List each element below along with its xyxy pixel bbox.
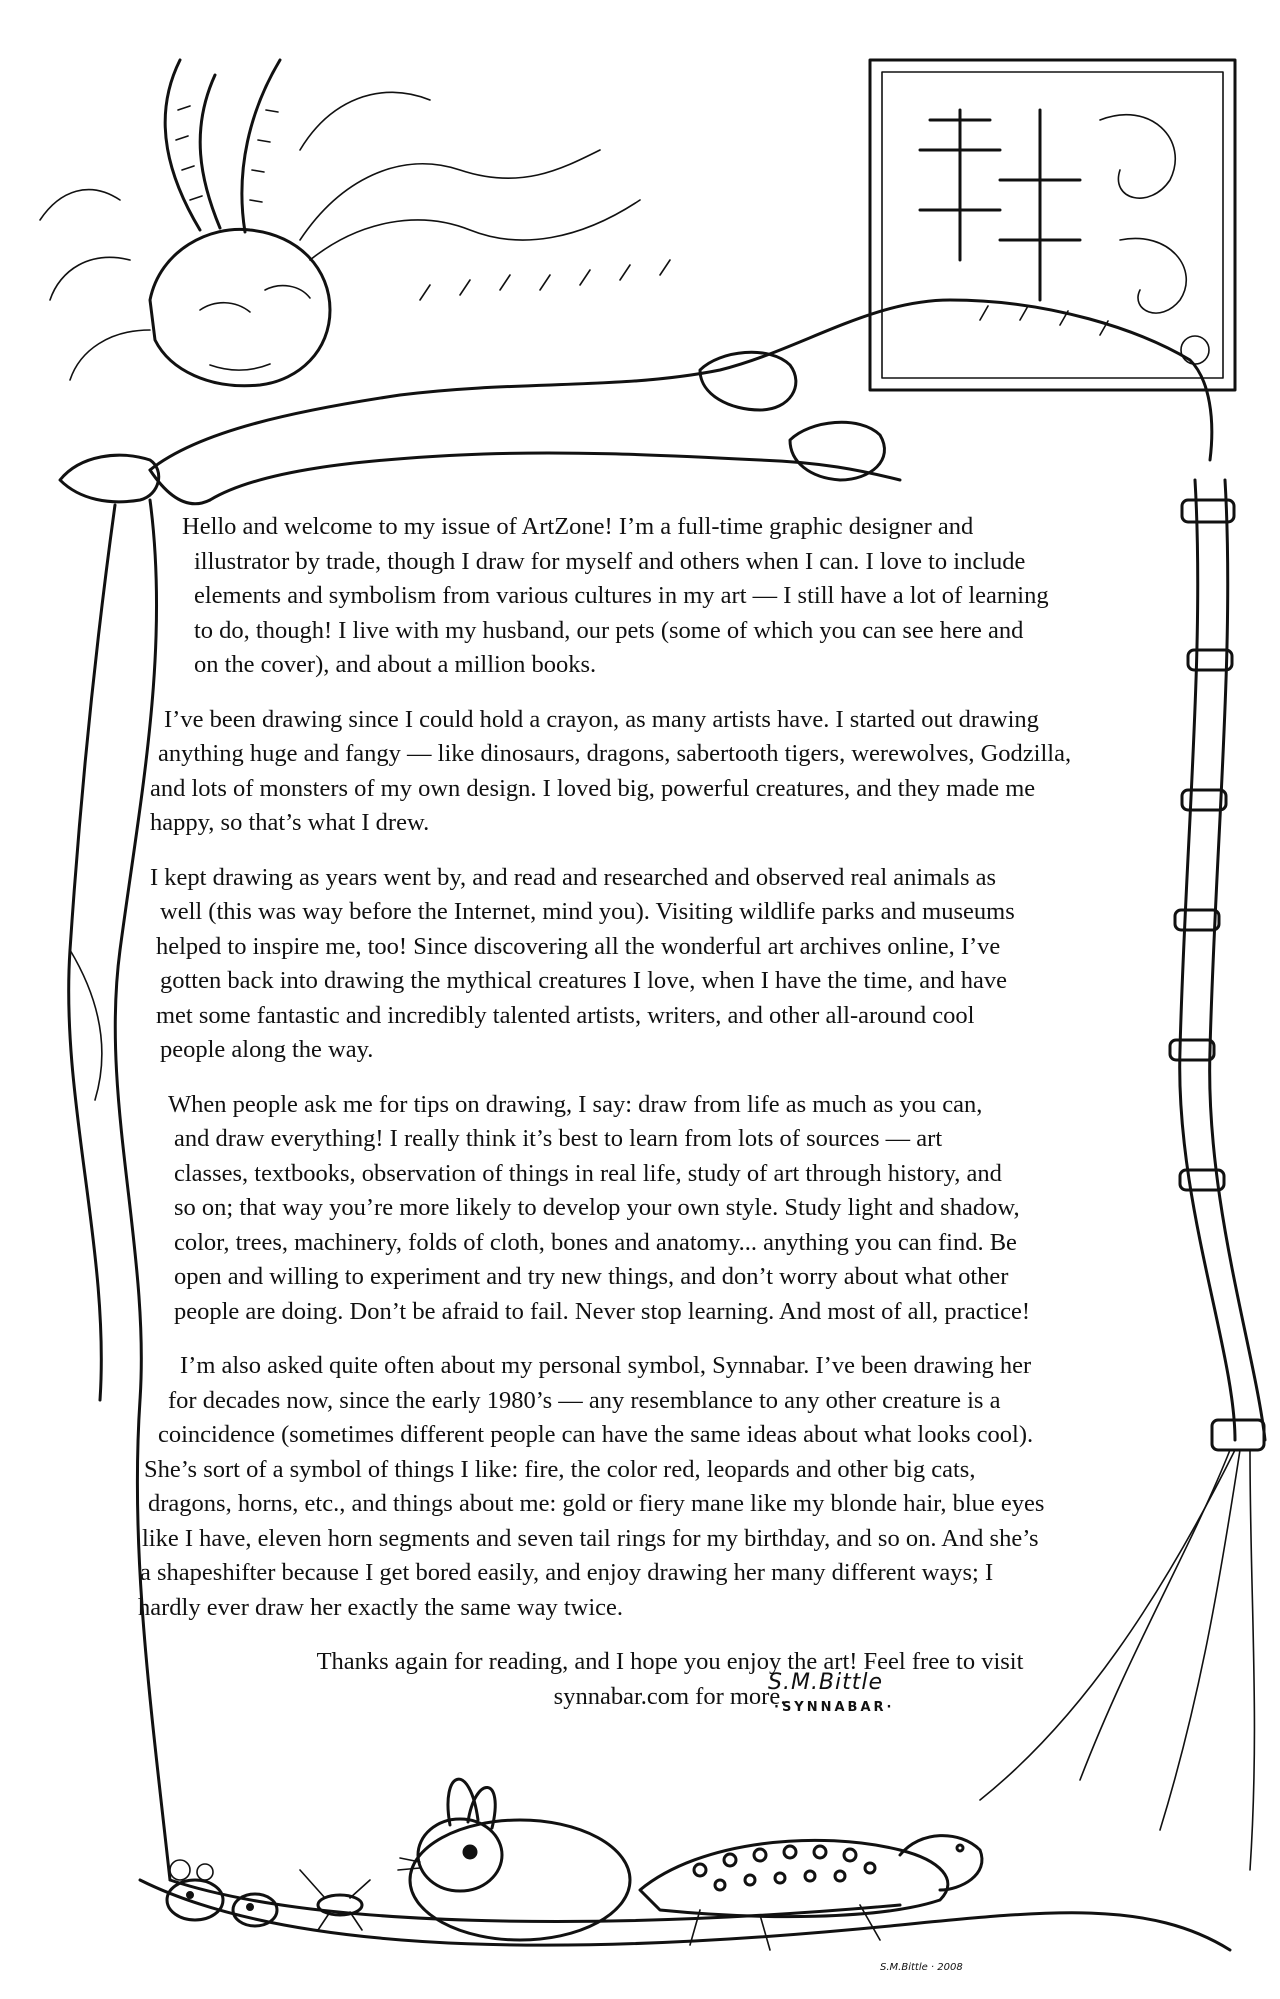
text-line: met some fantastic and incredibly talented artists, writers, and other all-around cool <box>156 1001 975 1029</box>
text-line: people along the way. <box>160 1036 374 1063</box>
text-line: helped to inspire me, too! Since discovering all the wonderful art archives online, I’ve <box>156 932 1001 960</box>
text-line: I’m also asked quite often about my personal symbol, Synnabar. I’ve been drawing her <box>180 1352 1032 1379</box>
paragraph <box>138 1349 1190 1625</box>
symbol-plaque-illustration <box>870 60 1235 390</box>
text-line: hardly ever draw her exactly the same way twice. <box>138 1593 624 1621</box>
text-line: people are doing. Don’t be afraid to fail. Never stop learning. And most of all, practice! <box>174 1297 1031 1325</box>
paragraph <box>150 703 1190 841</box>
closing-paragraph <box>150 1645 1190 1714</box>
paragraph <box>150 510 1190 683</box>
letter-body <box>138 510 1190 1734</box>
text-line: coincidence (sometimes different people can have the same ideas about what looks cool). <box>158 1421 1034 1448</box>
text-line: She’s sort of a symbol of things I like: fire, the color red, leopards and other big cats, <box>144 1455 976 1483</box>
text-line: so on; that way you’re more likely to develop your own style. Study light and shadow, <box>174 1194 1020 1221</box>
text-line: open and willing to experiment and try new things, and don’t worry about what other <box>174 1263 1009 1290</box>
text-line: When people ask me for tips on drawing, I say: draw from life as much as you can, <box>168 1090 983 1118</box>
text-line: dragons, horns, etc., and things about me: gold or fiery mane like my blonde hair, blue eyes <box>148 1490 1045 1517</box>
sleeping-creature-illustration <box>40 60 1212 504</box>
rabbit-illustration <box>398 1779 630 1940</box>
text-line: anything huge and fangy — like dinosaurs, dragons, sabertooth tigers, werewolves, Godzilla, <box>158 740 1072 767</box>
corner-signature: S.M.Bittle · 2008 <box>880 1962 963 1973</box>
text-line: illustrator by trade, though I draw for myself and others when I can. I love to include <box>194 547 1026 575</box>
artist-signature: S.M.Bittle <box>768 1670 884 1695</box>
paragraph <box>150 1088 1190 1330</box>
text-line: well (this was way before the Internet, mind you). Visiting wildlife parks and museums <box>160 898 1015 925</box>
text-line: synnabar.com for more. <box>553 1682 787 1710</box>
text-line: gotten back into drawing the mythical creatures I love, when I have the time, and have <box>160 967 1007 994</box>
text-line: to do, though! I live with my husband, our pets (some of which you can see here and <box>194 616 1024 644</box>
mice-illustration <box>167 1860 277 1926</box>
artist-handle: ·SYNNABAR· <box>774 1700 895 1715</box>
bottom-ribbon-illustration <box>140 1880 1230 1950</box>
cricket-illustration <box>300 1870 370 1930</box>
text-line: for decades now, since the early 1980’s — any resemblance to any other creature is a <box>168 1386 1001 1414</box>
text-line: and draw everything! I really think it’s best to learn from lots of sources — art <box>174 1125 943 1152</box>
text-line: Thanks again for reading, and I hope you enjoy the art! Feel free to visit <box>316 1648 1024 1675</box>
text-line: a shapeshifter because I get bored easily, and enjoy drawing her many different ways; I <box>140 1559 994 1586</box>
text-line: classes, textbooks, observation of things in real life, study of art through history, and <box>174 1159 1002 1187</box>
text-line: I kept drawing as years went by, and read and researched and observed real animals as <box>150 863 997 891</box>
text-line: color, trees, machinery, folds of cloth, bones and anatomy... anything you can find. Be <box>174 1228 1017 1256</box>
text-line: happy, so that’s what I drew. <box>150 809 430 836</box>
paragraph <box>150 861 1190 1068</box>
text-line: Hello and welcome to my issue of ArtZone! I’m a full-time graphic designer and <box>182 513 974 540</box>
text-line: and lots of monsters of my own design. I loved big, powerful creatures, and they made me <box>150 774 1036 802</box>
text-line: elements and symbolism from various cultures in my art — I still have a lot of learning <box>194 582 1049 609</box>
text-line: I’ve been drawing since I could hold a crayon, as many artists have. I started out drawing <box>164 705 1039 733</box>
text-line: like I have, eleven horn segments and seven tail rings for my birthday, and so on. And she’s <box>142 1524 1039 1552</box>
text-line: on the cover), and about a million books. <box>194 651 597 678</box>
